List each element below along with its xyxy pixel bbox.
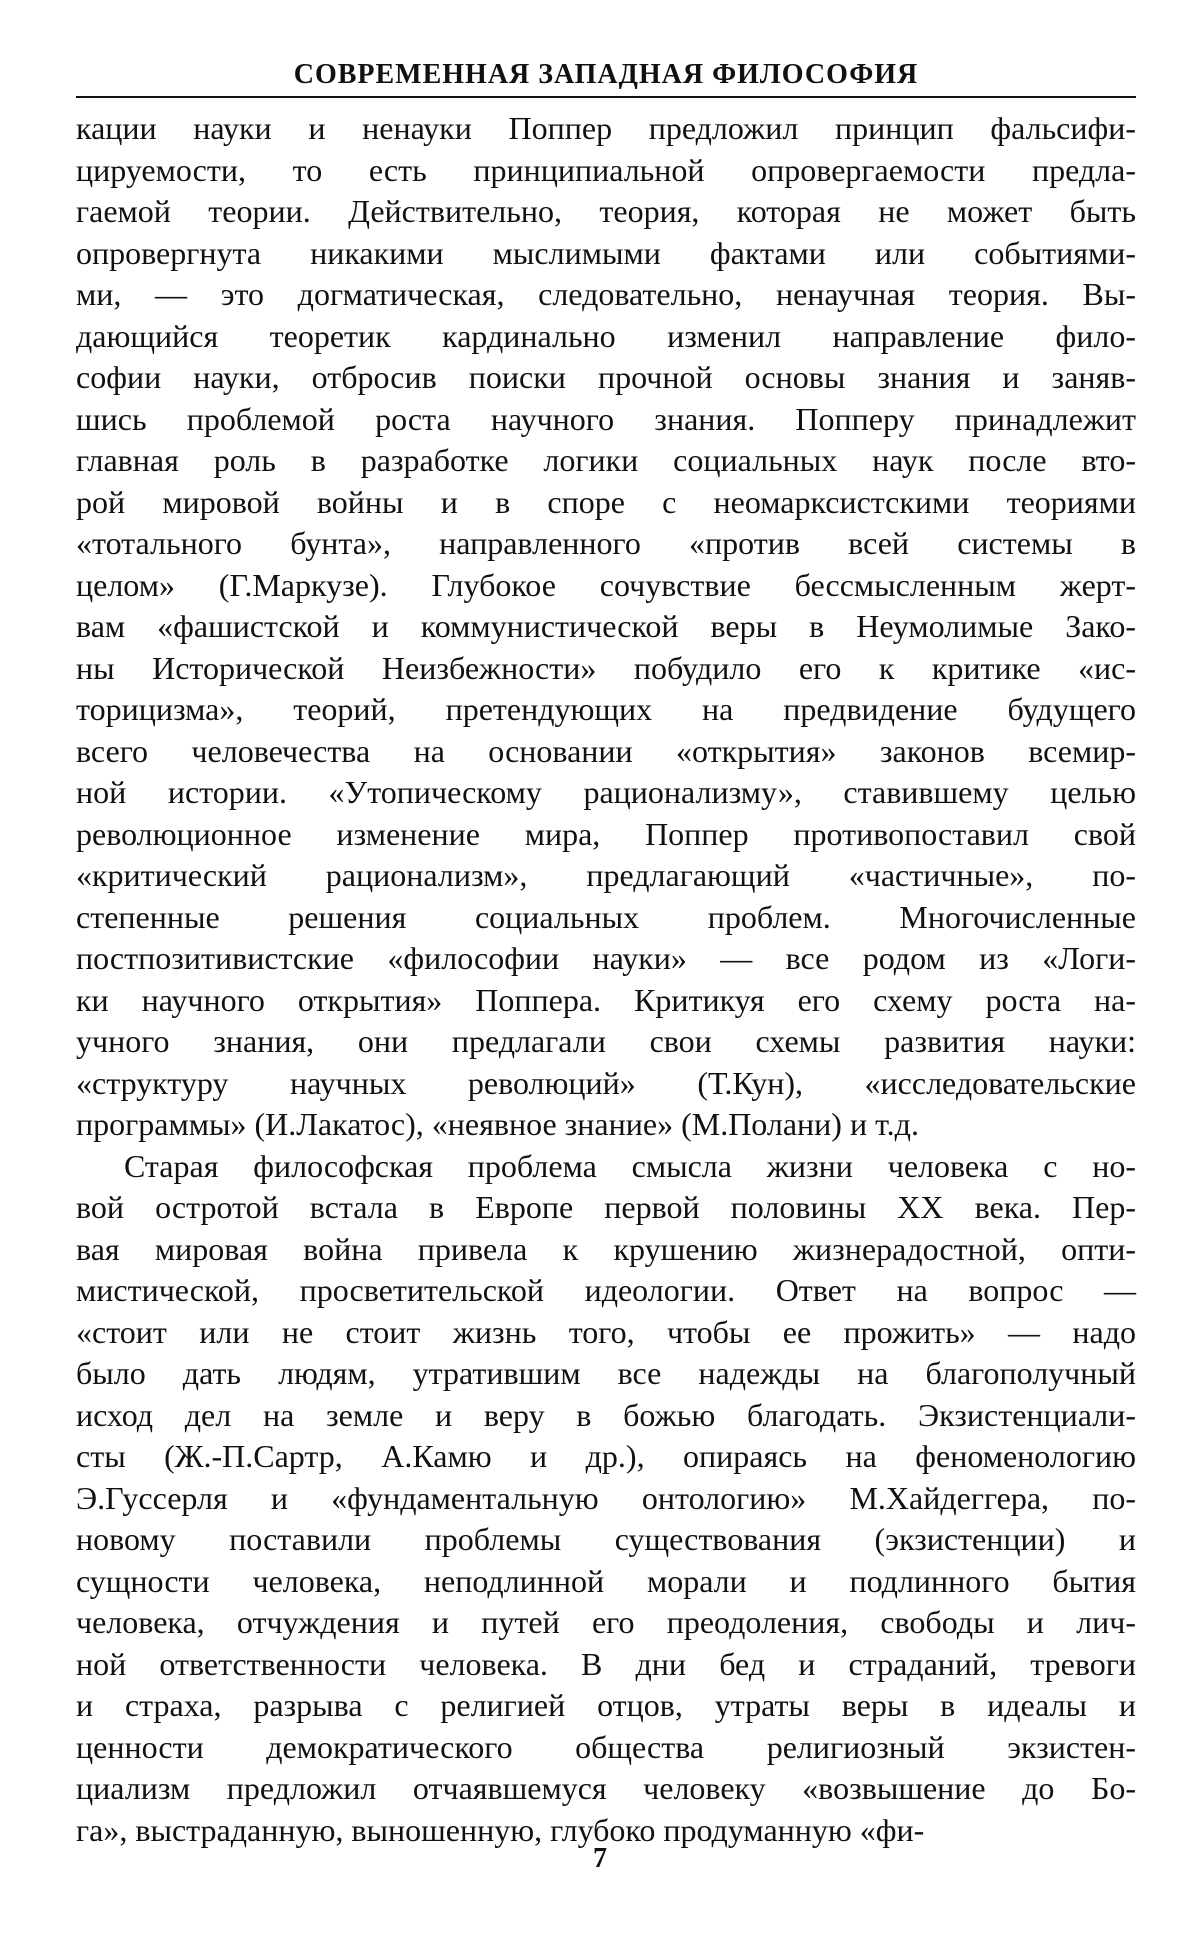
text-line: всего человечества на основании «открытия» законов всемир-: [76, 732, 1136, 769]
text-line: «критический рационализм», предлагающий «частичные», по-: [76, 857, 1136, 893]
paragraph: [76, 1146, 1136, 1852]
text-line: ценности демократического общества религиозный экзистен-: [76, 1728, 1136, 1765]
text-line: новому поставили проблемы существования (экзистенции) и: [76, 1521, 1136, 1557]
text-line: дающийся теоретик кардинально изменил направление фило-: [76, 317, 1136, 354]
text-line: главная роль в разработке логики социальных наук после вто-: [76, 442, 1136, 478]
text-line: человека, отчуждения и путей его преодоления, свободы и лич-: [76, 1604, 1136, 1640]
text-line: ны Исторической Неизбежности» побудило его к критике «ис-: [76, 649, 1136, 686]
text-line: гаемой теории. Действительно, теория, которая не может быть: [76, 193, 1136, 229]
text-line: Старая философская проблема смысла жизни человека с но-: [124, 1147, 1136, 1184]
body-text: [76, 108, 1136, 1851]
running-head: СОВРЕМЕННАЯ ЗАПАДНАЯ ФИЛОСОФИЯ: [293, 59, 919, 90]
text-line: га», выстраданную, выношенную, глубоко продуманную «фи-: [76, 1811, 925, 1848]
text-line: кации науки и ненауки Поппер предложил принцип фальсифи-: [76, 110, 1136, 146]
text-line: «структуру научных революций» (Т.Кун), «исследовательские: [76, 1064, 1136, 1101]
text-line: софии науки, отбросив поиски прочной основы знания и заняв-: [76, 359, 1136, 395]
paragraph: [76, 108, 1136, 1146]
text-line: вая мировая война привела к крушению жизнерадостной, опти-: [76, 1230, 1136, 1267]
text-line: вам «фашистской и коммунистической веры в Неумолимые Зако-: [76, 608, 1136, 644]
text-line: «тотального бунта», направленного «против всей системы в: [76, 525, 1136, 561]
text-line: мистической, просветительской идеологии. Ответ на вопрос —: [76, 1272, 1136, 1308]
text-line: и страха, разрыва с религией отцов, утраты веры в идеалы и: [76, 1687, 1136, 1723]
text-line: постпозитивистские «философии науки» — все родом из «Логи-: [76, 940, 1136, 976]
text-line: цируемости, то есть принципиальной опровергаемости предла-: [76, 151, 1136, 188]
text-line: сущности человека, неподлинной морали и подлинного бытия: [76, 1562, 1136, 1599]
text-line: степенные решения социальных проблем. Многочисленные: [76, 898, 1136, 935]
text-line: вой остротой встала в Европе первой половины XX века. Пер-: [76, 1189, 1136, 1225]
header-rule: [76, 96, 1136, 98]
text-line: торицизма», теорий, претендующих на предвидение будущего: [76, 691, 1136, 727]
text-line: циализм предложил отчаявшемуся человеку «возвышение до Бо-: [76, 1770, 1136, 1806]
text-line: революционное изменение мира, Поппер противопоставил свой: [76, 815, 1136, 852]
text-line: сты (Ж.-П.Сартр, А.Камю и др.), опираясь на феноменологию: [76, 1438, 1136, 1474]
text-line: опровергнута никакими мыслимыми фактами или событиями-: [76, 234, 1136, 271]
text-line: учного знания, они предлагали свои схемы развития науки:: [76, 1023, 1136, 1059]
text-line: программы» (И.Лакатос), «неявное знание» (М.Полани) и т.д.: [76, 1106, 919, 1142]
text-line: ной ответственности человека. В дни бед и страданий, тревоги: [76, 1645, 1136, 1682]
text-line: «стоит или не стоит жизнь того, чтобы ее прожить» — надо: [76, 1313, 1136, 1350]
text-line: ки научного открытия» Поппера. Критикуя его схему роста на-: [76, 981, 1136, 1018]
text-line: ной истории. «Утопическому рационализму», ставившему целью: [76, 774, 1136, 810]
text-line: ми, — это догматическая, следовательно, ненаучная теория. Вы-: [76, 276, 1136, 312]
page-number: 7: [593, 1843, 607, 1874]
text-line: целом» (Г.Маркузе). Глубокое сочувствие бессмысленным жерт-: [76, 566, 1136, 603]
text-line: Э.Гуссерля и «фундаментальную онтологию» М.Хайдеггера, по-: [76, 1479, 1136, 1516]
text-line: исход дел на земле и веру в божью благодать. Экзистенциали-: [76, 1396, 1136, 1433]
text-line: было дать людям, утратившим все надежды на благополучный: [76, 1355, 1136, 1391]
text-line: рой мировой войны и в споре с неомарксистскими теориями: [76, 483, 1136, 520]
text-line: шись проблемой роста научного знания. Попперу принадлежит: [76, 400, 1136, 437]
